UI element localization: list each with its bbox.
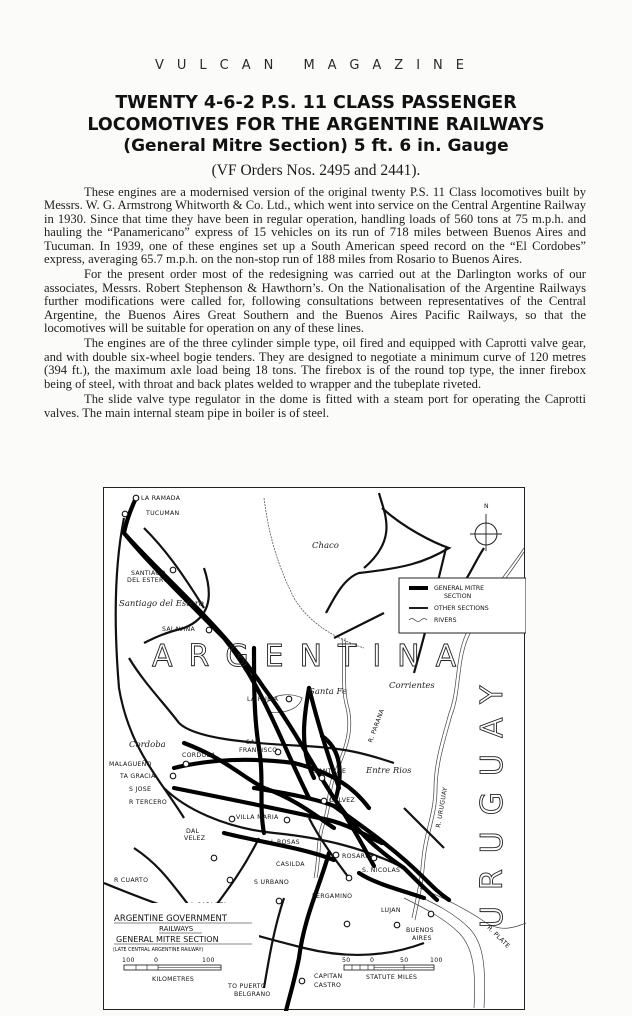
railway-map (103, 487, 525, 1010)
station-label: R CUARTO (114, 877, 149, 884)
scale-mile-tick: 50 (342, 957, 351, 964)
scale-bar-miles (342, 957, 443, 981)
river-plate-2 (412, 893, 485, 1008)
scale-mile-unit: STATUTE MILES (366, 974, 418, 981)
province-chaco: Chaco (312, 541, 339, 551)
station-label: SAN (246, 739, 260, 746)
province-santa-fe: Santa Fe (309, 687, 348, 697)
river-label-uruguay: R. URUGUAY (435, 786, 450, 829)
title-line-1: TWENTY 4-6-2 P.S. 11 CLASS PASSENGER (115, 93, 517, 113)
magazine-masthead: VULCAN MAGAZINE (154, 58, 477, 73)
station-label: S URBANO (254, 879, 290, 886)
province-entre-rios: Entre Rios (366, 766, 412, 776)
station-label: AIRES (412, 935, 432, 942)
station-label: TA GRACIA (120, 773, 156, 780)
paragraph: The slide valve type regulator in the dome is fitted with a steam port for operating the Caprotti valves. The main internal steam pipe in boiler is of steel. (44, 392, 586, 420)
station-label: BUENOS (406, 927, 434, 934)
legend-label-rivers: RIVERS (434, 617, 457, 624)
province-cordoba: Cordoba (129, 740, 166, 750)
map-title-block (109, 903, 259, 955)
paragraph: These engines are a modernised version of the original twenty P.S. 11 Class locomotives built by Messrs. W. G. Armstrong Whitworth & Co. Ltd., which went into service on the Central Argentine Railway in 1930. Since that time they have been in regular operation, handling loads of 560 tons at 75 m.p.h. and hauling the “Panamericano” express of 15 vehicles on its run of 718 miles between Buenos Aires and Tucuman. In 1939, one of these engines set up a South American speed record on the “El Cordobes” express, averaging 65.7 m.p.h. on the non-stop run of 188 miles from Rosario to Buenos Aires. (44, 185, 586, 267)
scale-km-unit: KILOMETRES (152, 976, 195, 983)
province-santiago: Santiago del Estero (119, 599, 204, 609)
country-label-argentina: ARGENTINA (152, 639, 473, 674)
map-title-line-1: ARGENTINE GOVERNMENT (114, 914, 227, 924)
station-label: TO PUERTO (228, 983, 266, 990)
station-label: CAPITAN (314, 973, 343, 980)
article-subtitle: (General Mitre Section) 5 ft. 6 in. Gauge (123, 136, 509, 156)
paragraph: For the present order most of the redesigning was carried out at the Darlington works of our associates, Messrs. Robert Stephenson & Hawthorn’s. On the Nationalisation of the Argentine Railways further modifications were called for, following consultations between representatives of the Central Argentine, the Buenos Aires Great Southern and the Buenos Aires Pacific Railways, so that the locomotives will be suitable for operation on any of these lines. (44, 267, 586, 336)
country-label-uruguay: URUGUAY (475, 669, 510, 928)
station-label: GALVEZ (329, 797, 355, 804)
station-label: S. NICOLAS (362, 867, 401, 874)
map-title-line-3: GENERAL MITRE SECTION (116, 935, 219, 944)
station-label: CASTRO (314, 982, 342, 989)
legend-label-other: OTHER SECTIONS (434, 605, 489, 612)
station-label: VILLA MARIA (236, 814, 279, 821)
map-title-line-2: RAILWAYS (159, 925, 194, 933)
compass-north-label: N (484, 503, 489, 510)
station-label: TUCUMAN (146, 510, 180, 517)
station-label: DAL (186, 828, 200, 835)
scale-bar-km (122, 957, 221, 983)
station-label: S JOSE (129, 786, 152, 793)
river-plate-1 (404, 898, 475, 1008)
compass-rose (470, 503, 502, 551)
map-canvas (104, 488, 526, 1011)
station-label: VELEZ (184, 835, 206, 842)
station-label: MALAGUEÑO (109, 761, 152, 768)
scale-mile-tick: 50 (400, 957, 409, 964)
paragraph: The engines are of the three cylinder simple type, oil fired and equipped with Caprotti valve gear, and with double six-wheel bogie tenders. They are designed to negotiate a minimum curve of 120 metres (394 ft.), the maximum axle load being 18 tons. The firebox is of the round top type, the inner firebox being of steel, with throat and back plates welded to wrapper and the tubeplate riveted. (44, 336, 586, 391)
station-label: CORDOBA (182, 752, 216, 759)
station-label: SALAVINA (162, 626, 196, 633)
article-body (44, 186, 586, 420)
station-label: LA RUBIA (247, 696, 279, 703)
scale-km-tick: 100 (122, 957, 135, 964)
station-label: DEL ESTERO (127, 577, 169, 584)
scale-mile-tick: 100 (430, 957, 443, 964)
station-label: PERGAMINO (312, 893, 353, 900)
scale-mile-tick: 0 (370, 957, 375, 964)
title-line-2: LOCOMOTIVES FOR THE ARGENTINE RAILWAYS (87, 115, 545, 135)
order-numbers: (VF Orders Nos. 2495 and 2441). (211, 162, 421, 179)
station-label: SANTA FE (314, 768, 347, 775)
station-label: L ROSAS (271, 839, 300, 846)
scale-km-tick: 0 (154, 957, 159, 964)
river-dulce (264, 498, 364, 648)
scale-km-tick: 100 (202, 957, 215, 964)
legend-label-mitre: GENERAL MITRE (434, 585, 485, 592)
station-label: SANTIAGO (131, 570, 166, 577)
station-label: LA RAMADA (141, 495, 181, 502)
map-title-line-4: (LATE CENTRAL ARGENTINE RAILWAY) (113, 948, 204, 953)
river-label-plate: R. PLATE (485, 924, 512, 951)
station-label: R TERCERO (129, 799, 168, 806)
station-label: BELGRANO (234, 991, 271, 998)
station-label: LUJAN (381, 907, 401, 914)
article-title (0, 92, 632, 136)
map-legend (399, 578, 526, 633)
river-plate-3 (420, 888, 526, 928)
station-label: FRANCISCO (239, 747, 278, 754)
station-label: CASILDA (276, 861, 305, 868)
legend-label-mitre-2: SECTION (444, 593, 472, 600)
station-label: ROSARIO (342, 853, 373, 860)
province-corrientes: Corrientes (389, 681, 435, 691)
river-label-parana: R. PARANA (367, 708, 386, 744)
